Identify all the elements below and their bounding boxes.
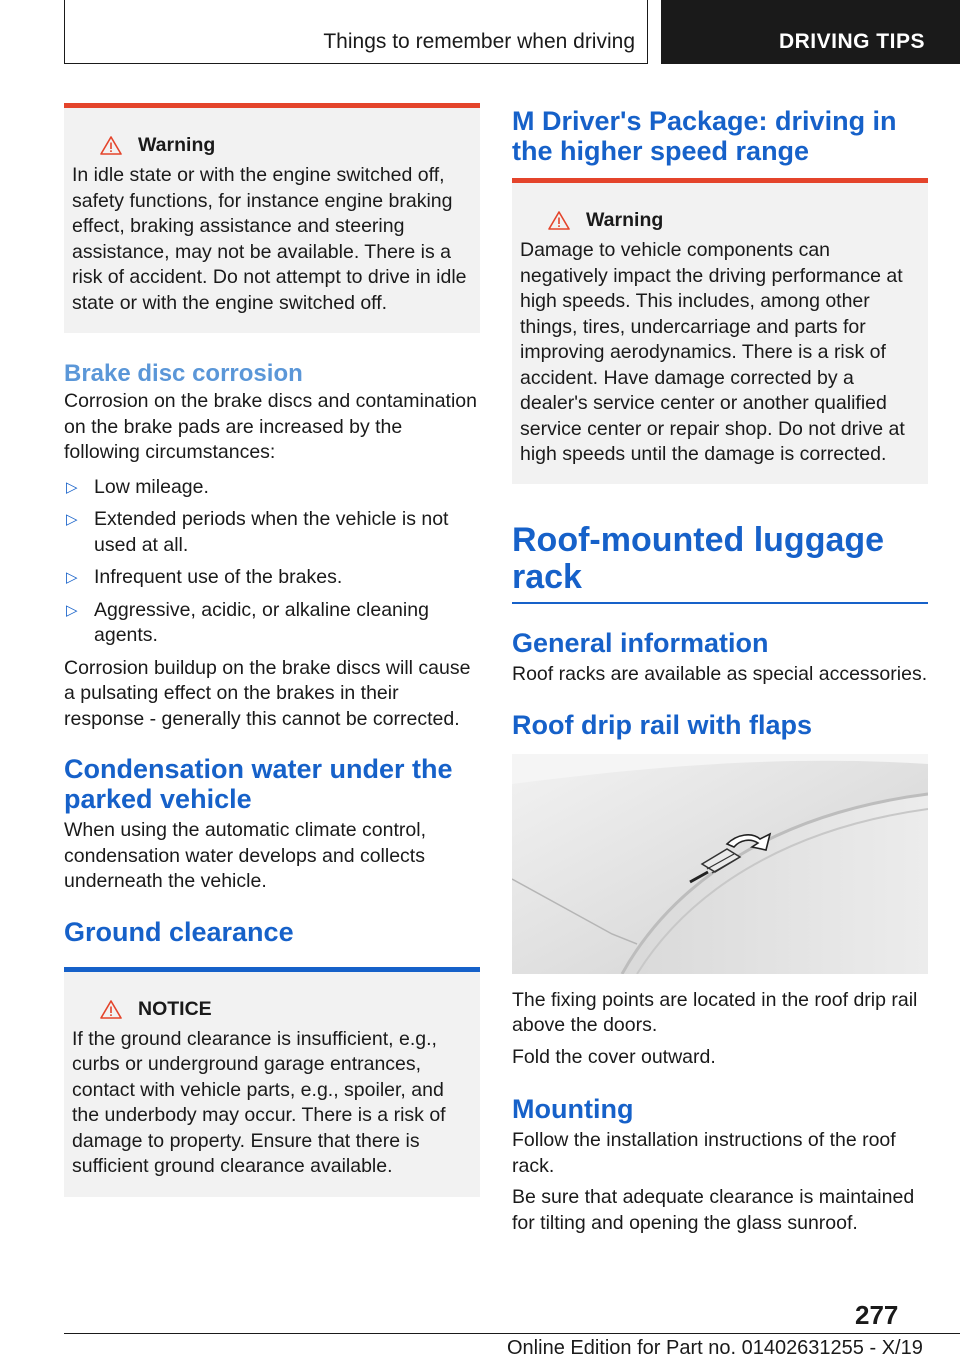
warning-text: In idle state or with the engine switched off, safety functions, for instance engine braking effect, braking assistance and steering assistance, may not be available. There is a risk of accident. Do not attempt to drive in idle state or with the engine switched off. [72,164,467,314]
condensation-text: When using the automatic climate control, condensation water develops and collects underneath the vehicle. [64,819,427,892]
roof-drip-rail-illustration [512,754,928,974]
list-item: ▷ Aggressive, acidic, or alkaline cleaning agents. [66,598,429,646]
warning-icon [548,211,570,230]
mounting-text-1: Follow the installation instructions of the roof rack. [512,1129,896,1177]
brake-disc-outro: Corrosion buildup on the brake discs will cause a pulsating effect on the brakes in their response - generally this cannot be corrected. [64,656,471,730]
warning-label: Warning [586,209,664,231]
bullet-triangle-icon: ▷ [66,511,78,528]
warning-header [72,134,472,157]
list-item: ▷ Extended periods when the vehicle is not used at all. [66,508,449,556]
roof-rack-heading: Roof-mounted luggage rack [512,521,885,596]
edition-footer: Online Edition for Part no. 01402631255 - X/19 [507,1337,923,1359]
notice-text: If the ground clearance is insufficient, e.g., curbs or underground garage entrances, contact with vehicle parts, e.g., spoiler, and the underbody may occur. There is a risk of damage to property. Ensure that there is sufficient ground clearance available. [72,1027,446,1177]
list-item: ▷ Low mileage. [64,475,480,501]
footer-divider [64,1333,960,1334]
chapter-tab-label: DRIVING TIPS [778,30,925,53]
bullet-triangle-icon: ▷ [66,478,78,496]
mounting-text-2: Be sure that adequate clearance is maintained for tilting and opening the glass sunroof. [512,1186,915,1234]
notice-icon [100,1000,122,1019]
notice-header [72,998,472,1021]
warning-label: Warning [138,134,216,156]
left-column [64,103,480,1197]
drip-rail-heading: Roof drip rail with flaps [512,709,813,740]
drip-rail-text-1: The fixing points are located in the roof drip rail above the doors. [512,988,918,1036]
notice-box-ground [64,967,480,1197]
warning-box-idle [64,103,480,333]
brake-disc-list [64,475,480,649]
warning-icon [100,136,122,155]
warning-header [520,209,920,232]
page-number: 277 [855,1300,899,1330]
condensation-heading: Condensation water under the parked vehicle [64,754,453,814]
m-package-heading: M Driver's Package: driving in the higher speed range [512,106,897,166]
brake-disc-intro: Corrosion on the brake discs and contamination on the brake pads are increased by the following circumstances: [64,390,477,463]
general-info-heading: General information [512,628,769,658]
warning-box-speed [512,178,928,484]
bullet-triangle-icon: ▷ [66,569,78,586]
mounting-heading: Mounting [512,1094,634,1124]
bullet-triangle-icon: ▷ [66,601,78,619]
general-info-text: Roof racks are available as special accessories. [512,663,928,685]
ground-clearance-heading: Ground clearance [64,916,294,947]
drip-rail-text-2: Fold the cover outward. [512,1045,716,1068]
brake-disc-heading: Brake disc corrosion [64,360,303,387]
section-title: Things to remember when driving [323,30,635,53]
warning-text: Damage to vehicle components can negatively impact the driving performance at high speeds. This includes, among other things, tires, undercarriage and parts for improving aerodynamics. There is a risk of accident. Have damage corrected by a dealer's service center or another qualified service center or repair shop. Do not drive at high speeds until the damage is corrected. [520,239,905,465]
right-column [512,103,928,1236]
list-item: ▷ Infrequent use of the brakes. [64,565,480,591]
notice-label: NOTICE [138,997,212,1020]
